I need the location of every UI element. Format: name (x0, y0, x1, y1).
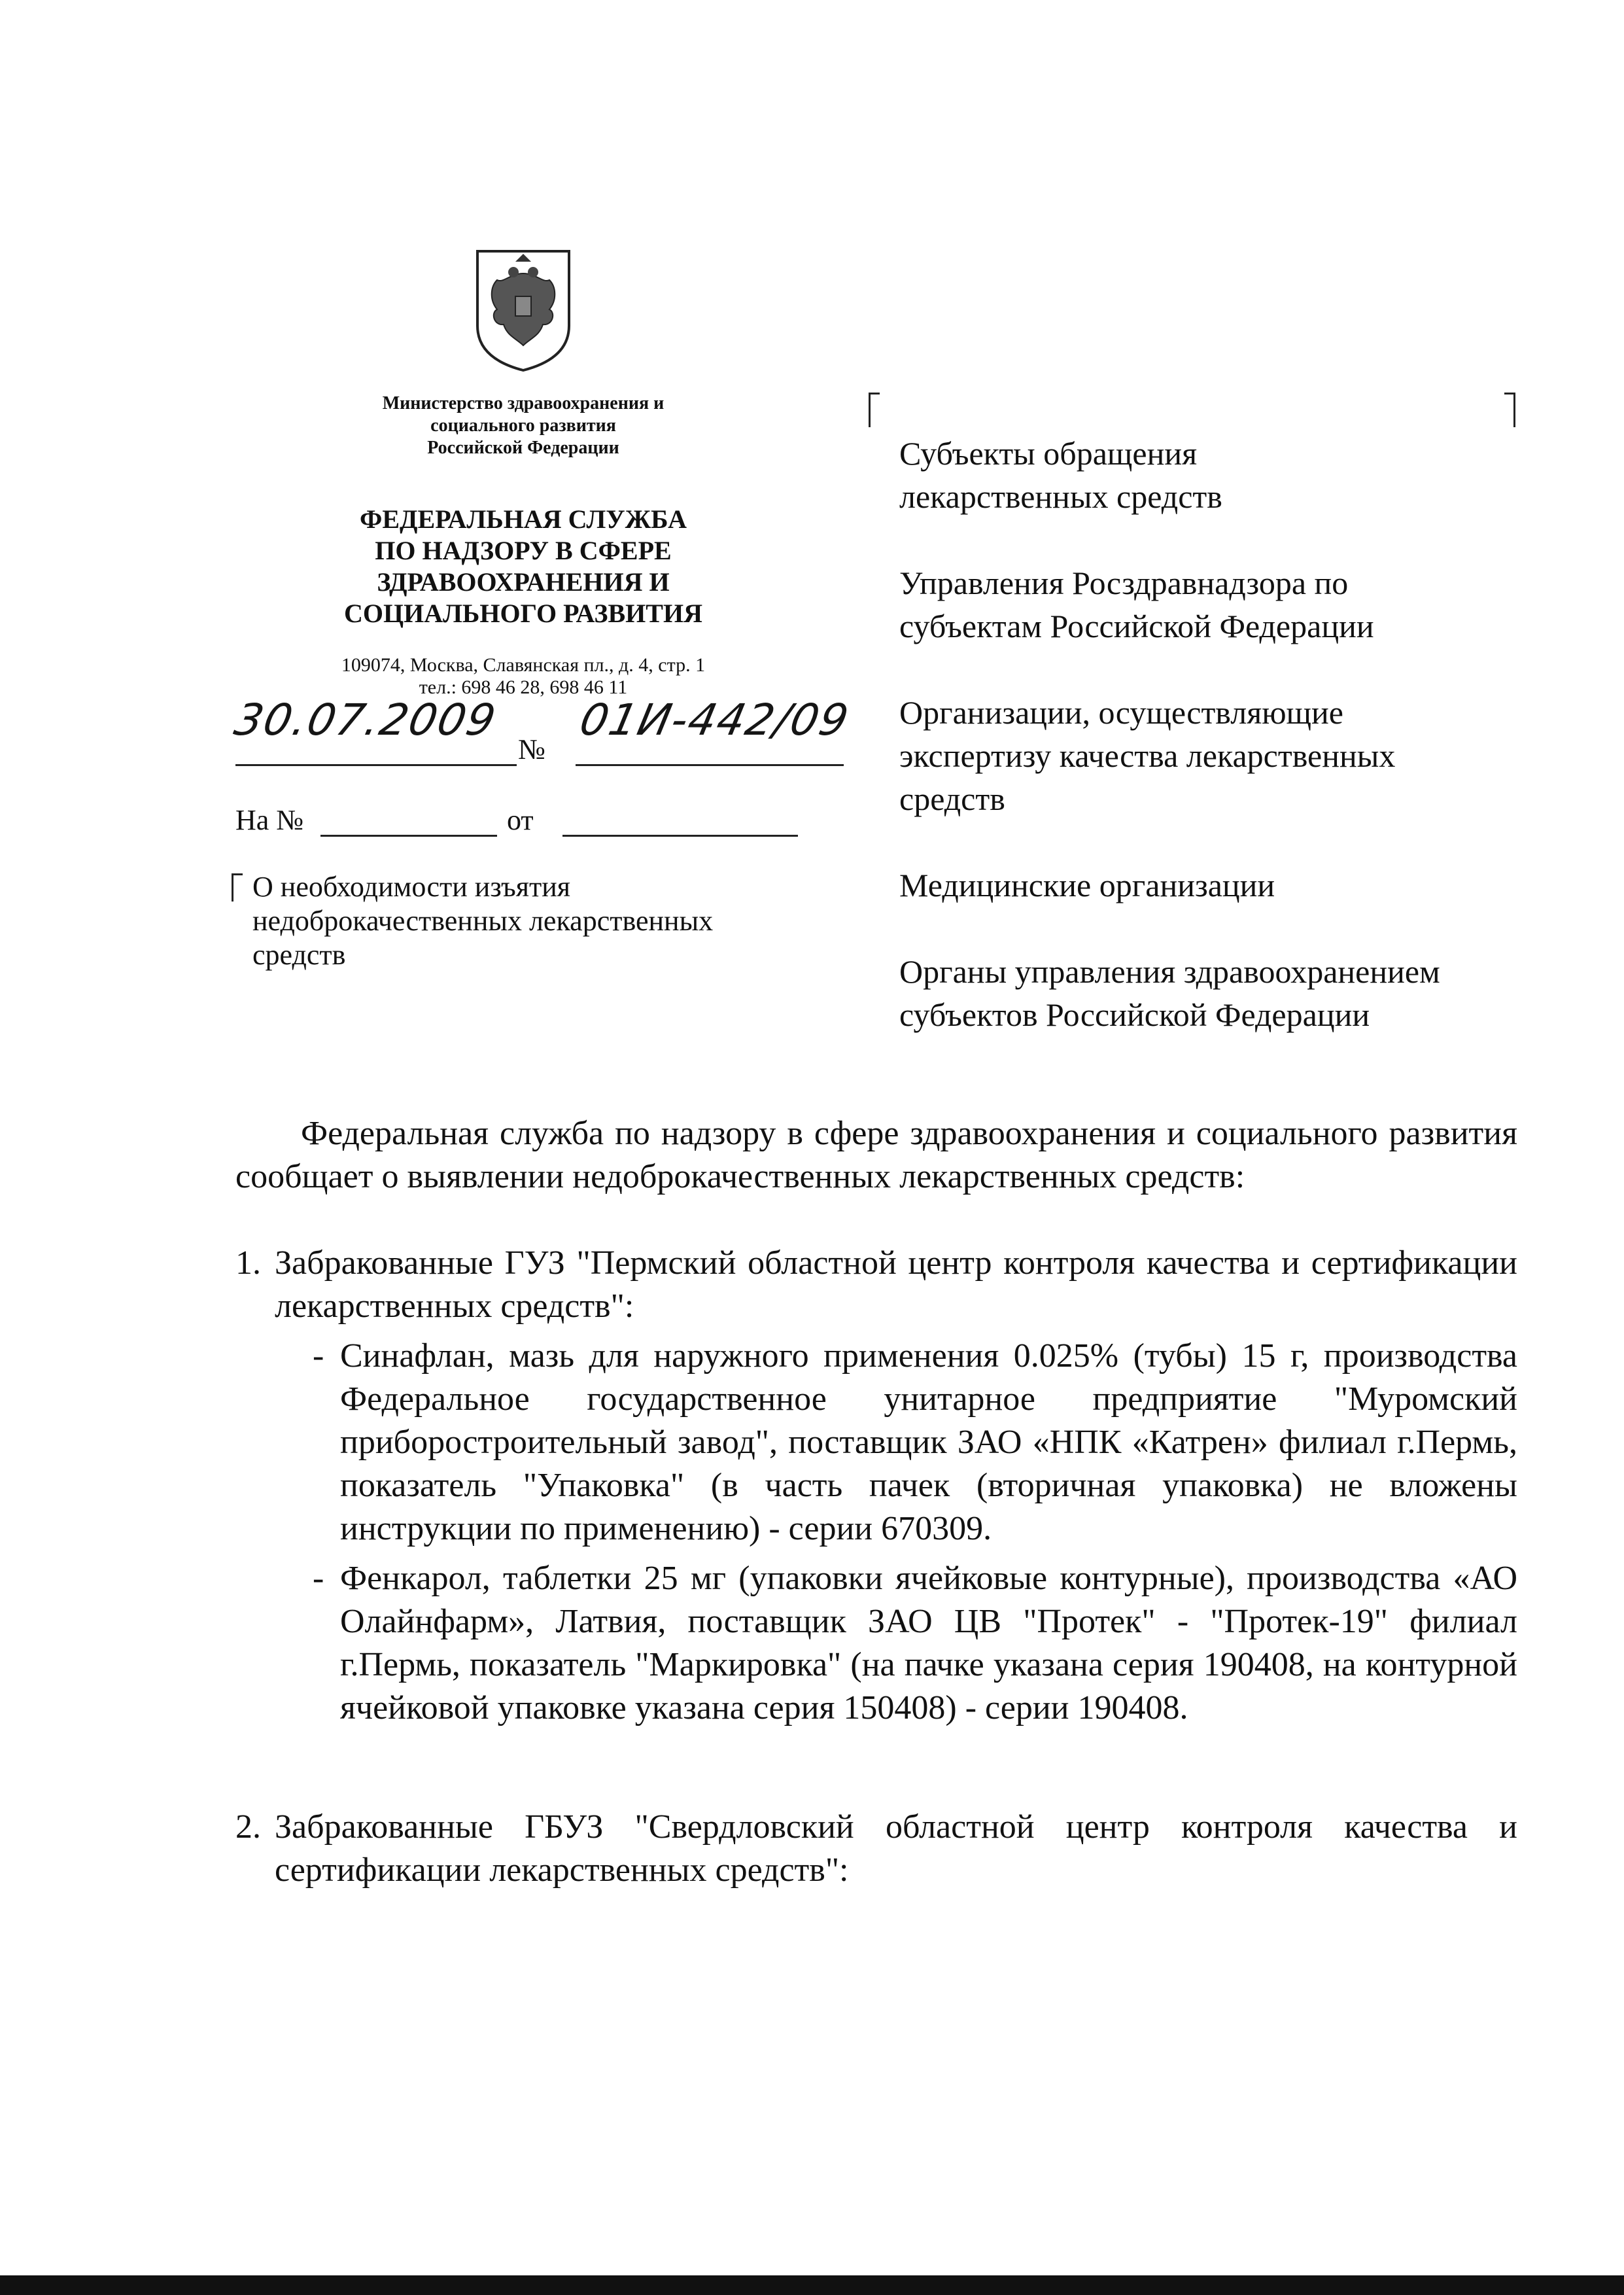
russian-coat-of-arms-icon (471, 247, 576, 373)
letter-number: 01И-442/09 (575, 695, 854, 745)
recipient: Субъекты обращения лекарственных средств (899, 435, 1222, 515)
number-underline (576, 764, 844, 766)
letter-date: 30.07.2009 (230, 695, 502, 745)
recipient: Управления Росздравнадзора по субъектам Российской Федерации (899, 565, 1374, 644)
service-name: ФЕДЕРАЛЬНАЯ СЛУЖБА ПО НАДЗОРУ В СФЕРЕ ЗДРАВООХРАНЕНИЯ И СОЦИАЛЬНОГО РАЗВИТИЯ (344, 504, 702, 628)
reference-label: На № (235, 804, 304, 836)
subject-line: О необходимости изъятия недоброкачественных лекарственных средств (252, 871, 714, 971)
list-subitem: - Фенкарол, таблетки 25 мг (упаковки ячейковые контурные), производства «АО Олайнфарм», Латвия, поставщик ЗАО ЦВ "Протек" - "Протек-19" филиал г.Пермь, показатель "Маркировка" (на пачке указана серия 190408, на контурной ячейковой упаковке указана серия 150408) - серии 190408. (313, 1560, 1517, 1726)
reference-date-line (562, 835, 798, 837)
reference-from-label: от (507, 804, 534, 836)
list-subitem: - Синафлан, мазь для наружного применения 0.025% (тубы) 15 г, производства Федеральное государственное унитарное предприятие "Муромский приборостроительный завод", поставщик ЗАО «НПК «Катрен» филиал г.Пермь, показатель "Упаковка" (в часть пачек (вторичная упаковка) не вложены инструкции по применению) - серии 670309. (313, 1337, 1517, 1547)
list-item: 1. Забракованные ГУЗ "Пермский областной центр контроля качества и сертификации лекарственных средств": (235, 1244, 1517, 1325)
recipient: Медицинские организации (899, 867, 1275, 903)
list-item: 2. Забракованные ГБУЗ "Свердловский областной центр контроля качества и сертификации лекарственных средств": (235, 1808, 1517, 1889)
date-underline (235, 764, 517, 766)
address-block: 109074, Москва, Славянская пл., д. 4, стр. 1 тел.: 698 46 28, 698 46 11 (341, 654, 706, 698)
recipients-list (899, 432, 1606, 1079)
recipient-bracket-left (869, 393, 880, 427)
reference-number-line (320, 835, 497, 837)
scan-edge (0, 2275, 1624, 2295)
body-intro: Федеральная служба по надзору в сфере здравоохранения и социального развития сообщает о выявлении недоброкачественных лекарственных средств: (235, 1115, 1517, 1195)
subject-bracket (232, 873, 243, 902)
letter-body (235, 1112, 1517, 1892)
number-label: № (518, 733, 545, 765)
ministry-name: Министерство здравоохранения и социального развития Российской Федерации (382, 393, 665, 458)
recipient-bracket-right (1504, 393, 1515, 427)
recipient: Организации, осуществляющие экспертизу качества лекарственных средств (899, 694, 1396, 817)
recipient: Органы управления здравоохранением субъектов Российской Федерации (899, 953, 1440, 1033)
